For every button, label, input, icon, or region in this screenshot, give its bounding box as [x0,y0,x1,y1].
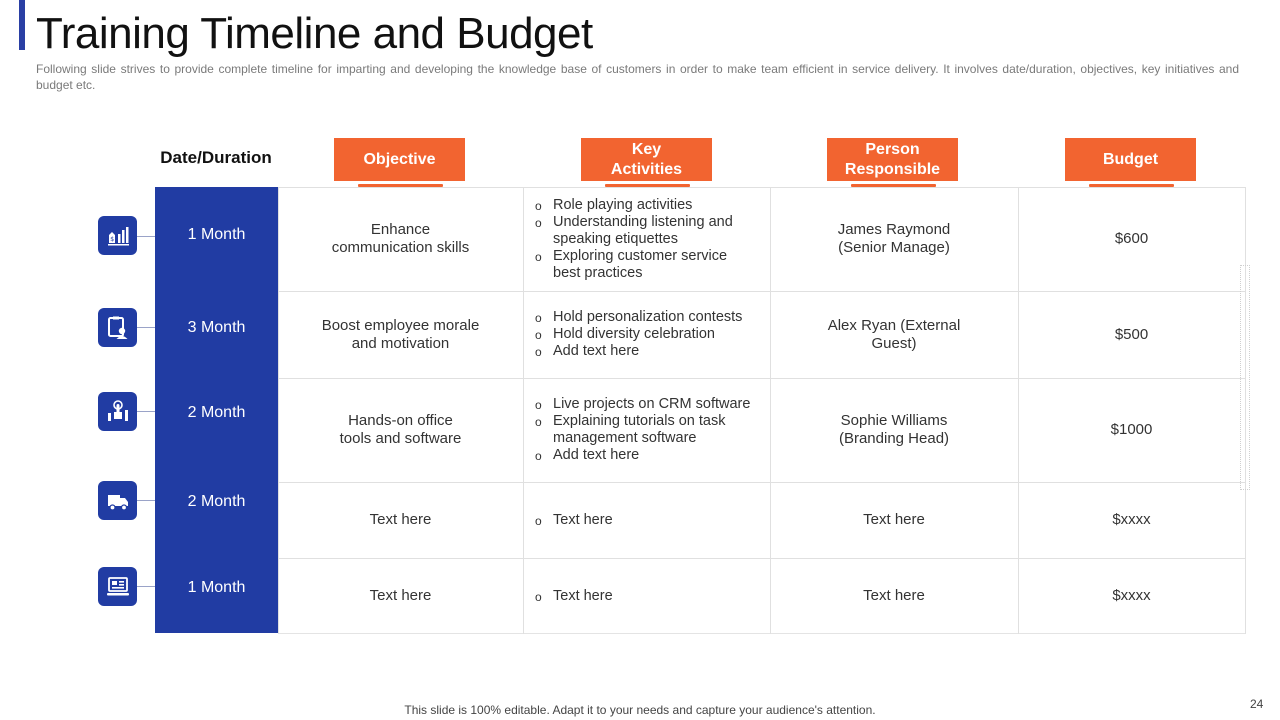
header-budget: Budget [1065,138,1196,181]
duration-label: 3 Month [187,319,246,336]
icon-connector [137,327,155,328]
header-date-duration: Date/Duration [160,148,272,167]
activities-cell [523,482,770,558]
objective-cell: Text here [369,511,432,528]
activities-list [523,588,625,605]
duration-label: 1 Month [187,579,246,596]
person-cell: Text here [863,511,925,528]
activities-cell [523,378,770,482]
money-bag-chart-icon [98,216,137,255]
activity-item: o Exploring customer service best practices [553,248,758,282]
icon-connector [137,411,155,412]
duration-label: 1 Month [187,226,246,243]
page-number: 24 [1250,697,1264,711]
person-cell: Sophie Williams (Branding Head) [838,412,950,447]
activities-cell [523,291,770,378]
footer-note: This slide is 100% editable. Adapt it to your needs and capture your audience's attention. [404,703,876,717]
activity-item: o Hold personalization contests [553,309,742,326]
activity-item: o Add text here [553,447,758,464]
svg-text:$: $ [109,235,114,243]
duration-label: 2 Month [187,493,246,510]
header-key-activities: Key Activities [581,138,712,181]
activities-list [523,512,625,529]
activity-item: o Add text here [553,343,742,360]
person-cell: Text here [863,587,925,604]
activity-item: o Understanding listening and speaking etiquettes [553,214,758,248]
header-person-responsible: Person Responsible [827,138,958,181]
objective-cell: Hands-on office tools and software [339,412,462,447]
delivery-truck-icon [98,481,137,520]
budget-cell: $500 [1114,325,1149,343]
icon-connector [137,500,155,501]
activity-item: o Live projects on CRM software [553,396,758,413]
budget-cell: $1000 [1110,421,1153,438]
activity-item: o Text here [553,512,613,529]
touch-hand-chart-icon [98,392,137,431]
budget-cell: $600 [1114,230,1149,247]
activities-cell [523,187,770,291]
activity-item: o Hold diversity celebration [553,326,742,343]
budget-cell: $xxxx [1112,587,1151,604]
icon-connector [137,586,155,587]
icon-connector [137,236,155,237]
objective-cell: Boost employee morale and motivation [321,316,480,352]
page-title: Training Timeline and Budget [36,9,593,58]
activities-cell [523,558,770,634]
page-subtitle: Following slide strives to provide complete timeline for imparting and developing the knowledge base of customers in order to make team efficient in service delivery. It involves date/duration, objectives, key initiatives and budget etc. [36,62,1239,92]
objective-cell: Text here [369,587,432,604]
budget-cell: $xxxx [1112,511,1151,528]
activities-list [523,309,754,360]
activity-item: o Role playing activities [553,197,758,214]
header-objective: Objective [334,138,465,181]
clipboard-person-icon [98,308,137,347]
scrollbar[interactable] [1240,265,1250,490]
activities-list [523,197,770,282]
activities-list [523,396,770,464]
duration-label: 2 Month [187,404,246,421]
person-cell: James Raymond (Senior Manage) [837,221,951,256]
activity-item: o Explaining tutorials on task management software [553,413,758,447]
activity-item: o Text here [553,588,613,605]
title-accent-bar [19,0,25,50]
objective-cell: Enhance communication skills [331,221,470,256]
person-cell: Alex Ryan (External Guest) [827,316,961,352]
laptop-screen-icon [98,567,137,606]
